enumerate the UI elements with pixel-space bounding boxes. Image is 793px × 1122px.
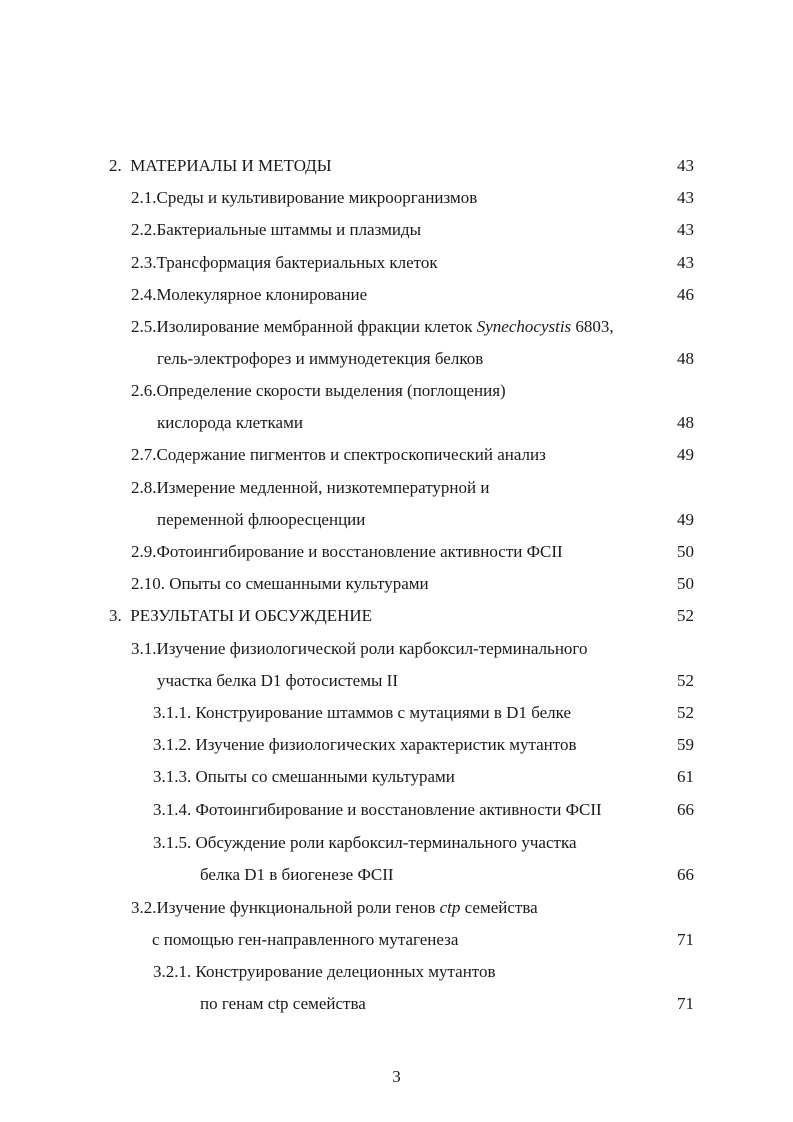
toc-entry-title-part: 3.2.Изучение функциональной роли генов	[131, 898, 440, 917]
toc-page-3-2-1: 71	[677, 994, 694, 1013]
toc-page-2-9: 50	[677, 542, 694, 561]
toc-entry-2-7: 2.7.Содержание пигментов и спектроскопический анализ	[131, 445, 546, 464]
toc-entry-2-4: 2.4.Молекулярное клонирование	[131, 285, 368, 304]
toc-page-2-6: 48	[677, 413, 694, 432]
toc-entry-3	[109, 605, 372, 627]
toc-entry-2-10: 2.10. Опыты со смешанными культурами	[131, 574, 429, 593]
toc-entry-2-9: 2.9.Фотоингибирование и восстановление активности ФСII	[131, 542, 563, 561]
toc-entry-2-2: 2.2.Бактериальные штаммы и плазмиды	[131, 220, 421, 239]
toc-entry-title: РЕЗУЛЬТАТЫ И ОБСУЖДЕНИЕ	[130, 606, 373, 625]
toc-page-2-2: 43	[677, 220, 694, 239]
toc-page-3-1-5: 66	[677, 865, 694, 884]
toc-page-3: 52	[677, 606, 694, 625]
toc-entry-3-2-1-continuation: по генам ctp семейства	[200, 994, 366, 1013]
toc-page-2-7: 49	[677, 445, 694, 464]
toc-page-3-1-3: 61	[677, 767, 694, 786]
toc-page-3-1: 52	[677, 671, 694, 690]
toc-entry-3-1-5-continuation: белка D1 в биогенезе ФСII	[200, 865, 394, 884]
toc-entry-3-1-continuation: участка белка D1 фотосистемы II	[157, 671, 398, 690]
toc-entry-number: 3.	[109, 606, 122, 625]
toc-entry-3-2	[131, 897, 538, 919]
toc-entry-3-1: 3.1.Изучение физиологической роли карбоксил-терминального	[131, 639, 588, 658]
toc-entry-2-5-continuation: гель-электрофорез и иммунодетекция белков	[157, 349, 484, 368]
toc-entry-title-part: семейства	[460, 898, 538, 917]
toc-page-2-1: 43	[677, 188, 694, 207]
toc-page-3-2: 71	[677, 930, 694, 949]
toc-page-2-10: 50	[677, 574, 694, 593]
toc-entry-2-8: 2.8.Измерение медленной, низкотемпературной и	[131, 478, 490, 497]
toc-page-2: 43	[677, 156, 694, 175]
toc-entry-3-1-2: 3.1.2. Изучение физиологических характеристик мутантов	[153, 735, 577, 754]
toc-entry-3-1-5: 3.1.5. Обсуждение роли карбоксил-терминального участка	[153, 833, 577, 852]
toc-entry-2-8-continuation: переменной флюоресценции	[157, 510, 366, 529]
toc-entry-number: 2.	[109, 156, 122, 175]
toc-entry-title-part: 6803,	[571, 317, 614, 336]
toc-page-2-5: 48	[677, 349, 694, 368]
toc-entry-2-6: 2.6.Определение скорости выделения (поглощения)	[131, 381, 506, 400]
gene-name: ctp	[439, 898, 461, 917]
toc-page-3-1-2: 59	[677, 735, 694, 754]
page-number: 3	[392, 1067, 401, 1086]
toc-entry-3-2-continuation: с помощью ген-направленного мутагенеза	[152, 930, 459, 949]
toc-entry-title: МАТЕРИАЛЫ И МЕТОДЫ	[130, 156, 332, 175]
toc-page-2-3: 43	[677, 253, 694, 272]
organism-name: Synechocystis	[476, 317, 572, 336]
toc-page-2-4: 46	[677, 285, 694, 304]
toc-page-3-1-1: 52	[677, 703, 694, 722]
toc-entry-3-1-3: 3.1.3. Опыты со смешанными культурами	[153, 767, 455, 786]
toc-entry-3-2-1: 3.2.1. Конструирование делеционных мутантов	[153, 962, 496, 981]
toc-entry-3-1-1: 3.1.1. Конструирование штаммов с мутациями в D1 белке	[153, 703, 572, 722]
toc-entry-title-part: 2.5.Изолирование мембранной фракции клеток	[131, 317, 477, 336]
toc-page-3-1-4: 66	[677, 800, 694, 819]
toc-entry-2-6-continuation: кислорода клетками	[157, 413, 303, 432]
toc-entry-2	[109, 155, 332, 177]
toc-entry-2-5	[131, 316, 614, 338]
toc-entry-2-3: 2.3.Трансформация бактериальных клеток	[131, 253, 438, 272]
toc-page-2-8: 49	[677, 510, 694, 529]
toc-entry-3-1-4: 3.1.4. Фотоингибирование и восстановление активности ФСII	[153, 800, 602, 819]
toc-entry-2-1: 2.1.Среды и культивирование микроорганизмов	[131, 188, 478, 207]
